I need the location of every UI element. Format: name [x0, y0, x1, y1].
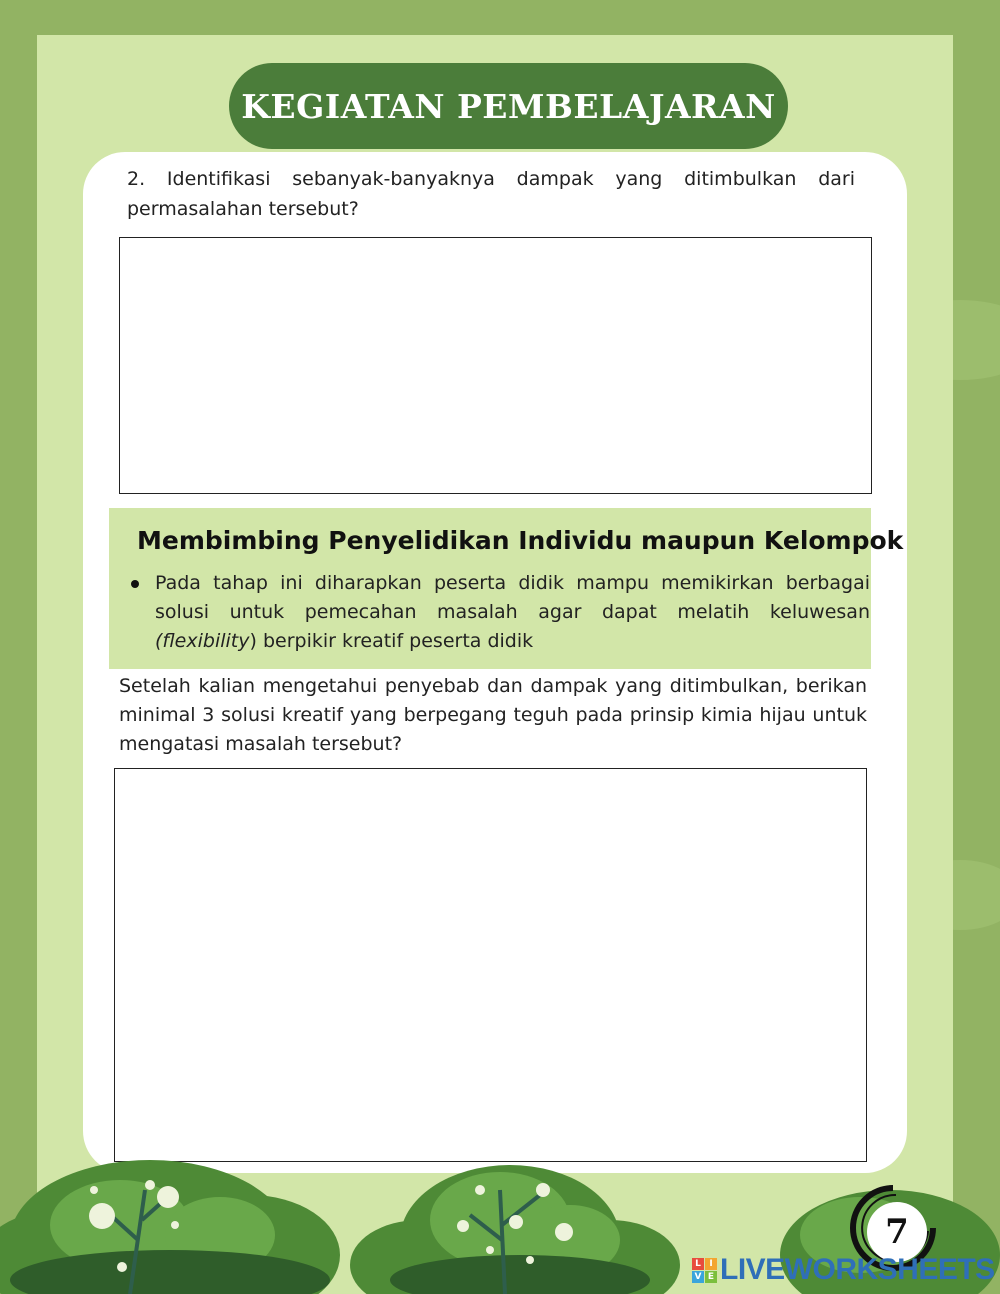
- page-number: 7: [867, 1202, 927, 1262]
- liveworksheets-logo[interactable]: [692, 1252, 995, 1288]
- liveworksheets-logo-icon: [692, 1258, 717, 1283]
- logo-letter: E: [705, 1271, 717, 1283]
- question-2-text: 2. Identifikasi sebanyak-banyaknya dampak yang ditimbulkan dari permasalahan tersebut?: [127, 168, 855, 220]
- bullet-text-part1: Pada tahap ini diharapkan peserta didik mampu memikirkan berbagai solusi untuk pemecahan masalah agar dapat melatih keluwesan: [155, 572, 870, 623]
- section-heading: Membimbing Penyelidikan Individu maupun Kelompok: [137, 526, 904, 555]
- answer-box-solutions[interactable]: [114, 768, 867, 1162]
- answer-box-impacts[interactable]: [119, 237, 872, 494]
- bullet-text-part2: ) berpikir kreatif peserta didik: [249, 630, 534, 652]
- question-3-text: Setelah kalian mengetahui penyebab dan dampak yang ditimbulkan, berikan minimal 3 solusi kreatif yang berpegang teguh pada prinsip kimia hijau untuk mengatasi masalah tersebut?: [119, 675, 867, 755]
- logo-letter: L: [692, 1258, 704, 1270]
- bullet-icon: [131, 580, 139, 588]
- page-title: KEGIATAN PEMBELAJARAN: [229, 63, 788, 149]
- liveworksheets-watermark: LIVEWORKSHEETS: [720, 1253, 995, 1286]
- logo-letter: I: [705, 1258, 717, 1270]
- logo-letter: V: [692, 1271, 704, 1283]
- bullet-text-italic: (flexibility: [155, 630, 250, 652]
- section-bullet-text: [155, 569, 870, 656]
